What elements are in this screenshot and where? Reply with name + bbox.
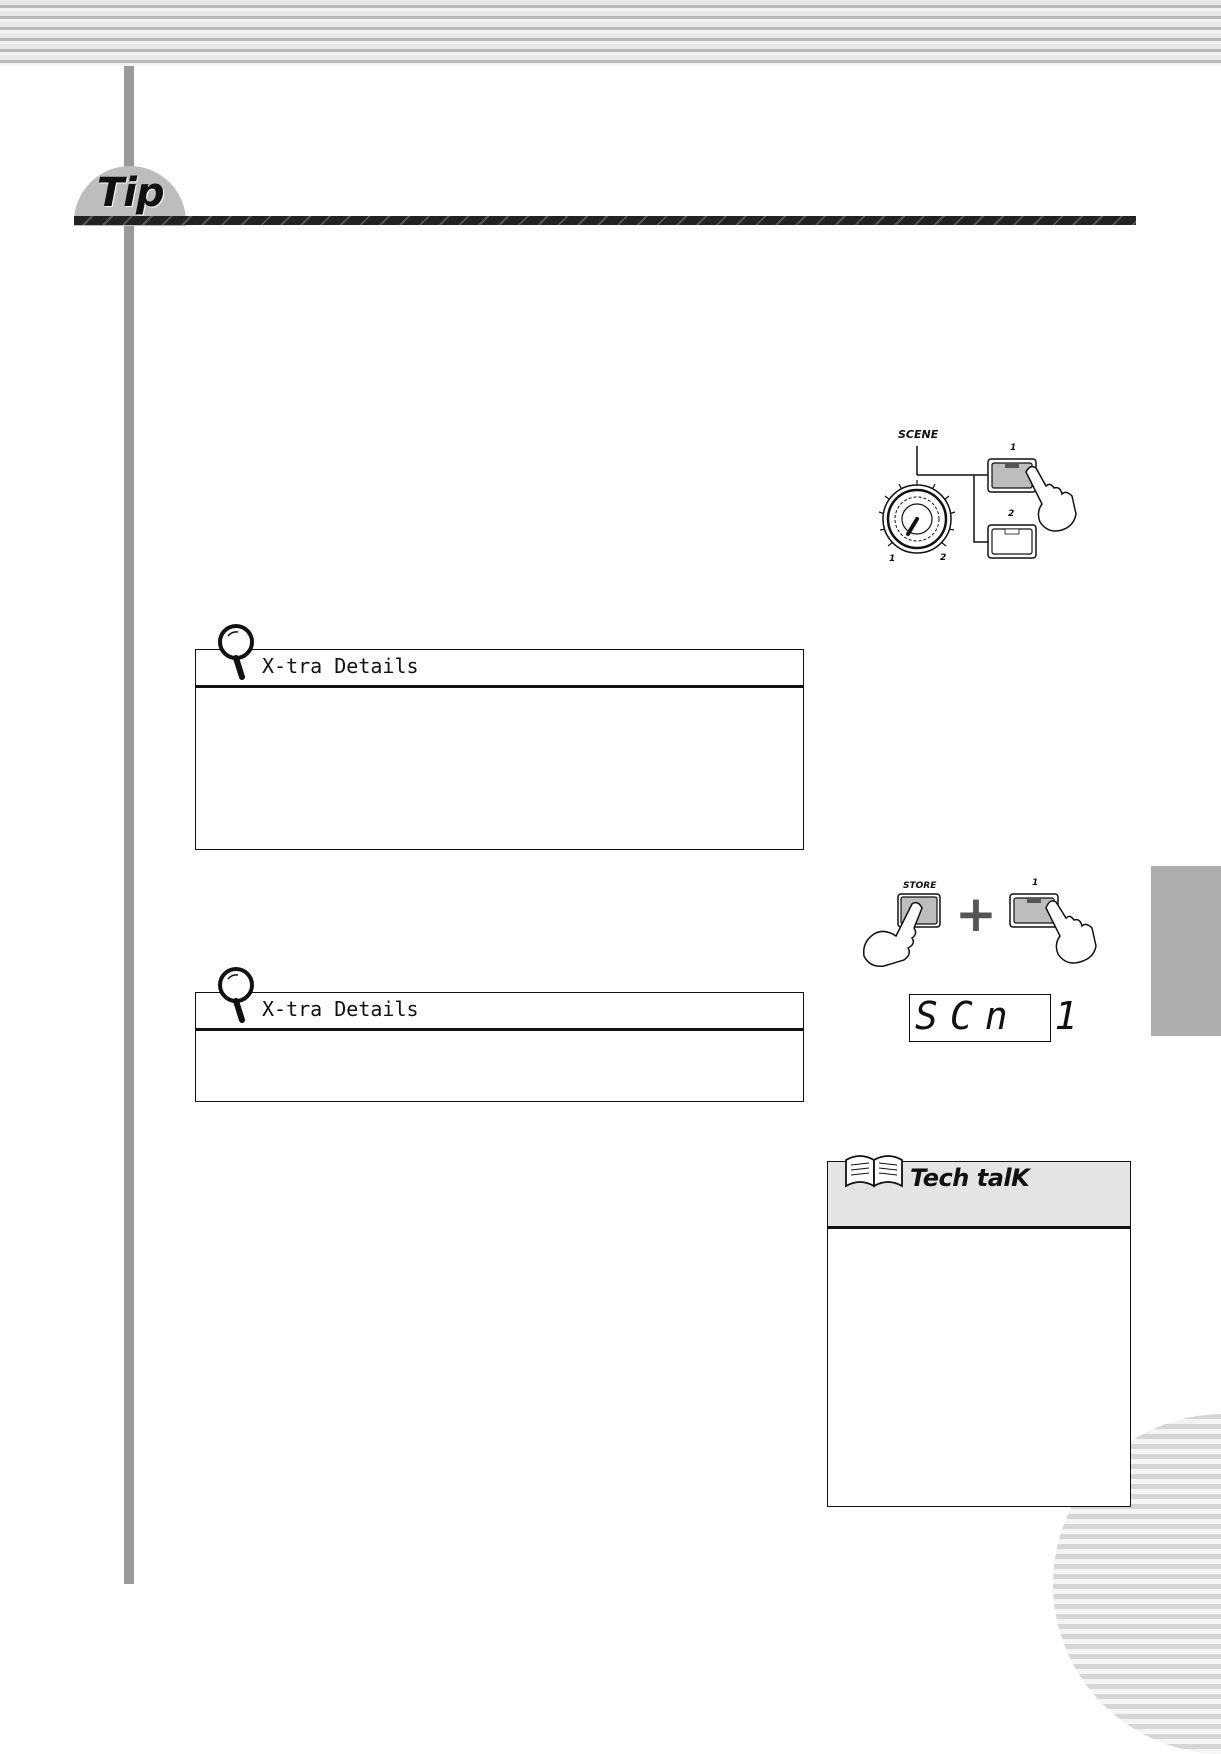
plus-sign: +	[955, 885, 997, 943]
top-striped-banner	[0, 0, 1221, 66]
scene-knob-tick-2: 2	[940, 553, 947, 563]
scene-knob-label: SCENE	[898, 428, 939, 441]
magnifier-icon	[214, 622, 258, 680]
xtra-details-title: X-tra Details	[262, 654, 419, 678]
open-book-icon	[842, 1148, 906, 1190]
scene-button-2-label: 2	[1008, 509, 1015, 519]
magnifier-icon	[214, 965, 258, 1023]
store-combination-illustration	[860, 890, 1100, 970]
store-target-button-label: 1	[1032, 878, 1039, 888]
led-display-text: SCn 1	[915, 994, 1090, 1038]
scene-knob-illustration	[870, 440, 1080, 570]
left-margin-rule	[124, 66, 134, 1584]
tech-talk-title: Tech talK	[910, 1164, 1030, 1192]
scene-knob-tick-1: 1	[889, 554, 896, 564]
xtra-details-title: X-tra Details	[262, 997, 419, 1021]
section-side-tab	[1151, 866, 1221, 1036]
tip-header-rule	[74, 216, 1136, 225]
tip-label: Tip	[97, 170, 164, 216]
store-button-label: STORE	[903, 881, 937, 891]
xtra-details-box	[195, 992, 804, 1102]
xtra-details-header	[196, 650, 803, 688]
scene-button-1-label: 1	[1010, 443, 1017, 453]
xtra-details-box	[195, 649, 804, 850]
xtra-details-header	[196, 993, 803, 1031]
